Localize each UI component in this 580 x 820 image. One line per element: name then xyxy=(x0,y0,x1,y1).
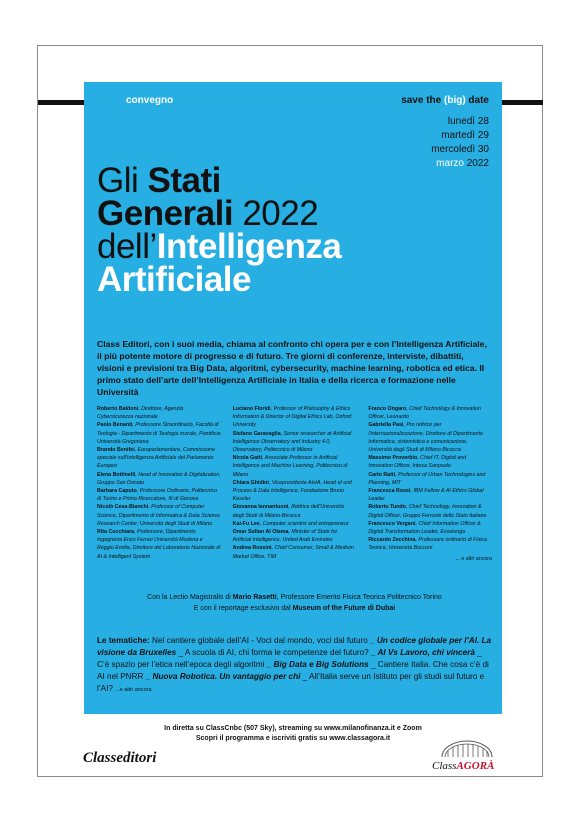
intro-paragraph: Class Editori, con i suoi media, chiama al confronto chi opera per e con l’Intelligenza Artificiale, il più potente motore di progresso e di futuro. Tre giorni di conferenze, interviste, dibattiti, visioni e previsioni tra Big Data, algoritmi, cybersecurity, machine learning, robotica ed etica. Il primo stato dell’arte dell’Intelligenza Artificiale in Italia e della ricerca e formazione nelle Università xyxy=(97,339,487,397)
speaker-role: , Europarlamentare, Commissione speciale sull'Intelligenza Artificiale del Parlamento Europeo xyxy=(97,447,216,470)
speaker-role: , Head of Innovation & Digitalization, Gruppo San Donato xyxy=(97,471,221,486)
speakers-col-3 xyxy=(368,405,492,563)
lectio-line-1: Con la Lectio Magistralis di Mario Rasetti, Professore Emerito Fisica Teorica Politecnico Torino xyxy=(147,594,442,601)
speaker-name: Franco Ongaro xyxy=(368,406,407,412)
speaker-entry xyxy=(233,520,357,528)
event-kicker: convegno xyxy=(126,95,174,106)
title-line-1: Gli Stati xyxy=(97,161,221,200)
speaker-name: Rita Cucchiara xyxy=(97,529,135,536)
speaker-role: , Associate Professor in Artificial Intelligence and Machine Learning, Politecnico di Milano xyxy=(232,455,348,478)
date-month-year xyxy=(431,157,489,171)
speakers-col-3-items xyxy=(368,405,492,553)
date-month: marzo xyxy=(436,158,464,169)
date-year: 2022 xyxy=(466,158,489,169)
footer-line-1: In diretta su ClassCnbc (507 Sky), streaming su www.milanofinanza.it e Zoom xyxy=(164,725,422,732)
class-editori-logo: Classeditori xyxy=(83,750,157,766)
speaker-role: , Minister of State for Artificial Intelligence, United Arab Emirates xyxy=(232,529,338,544)
event-title xyxy=(97,161,342,299)
speaker-entry xyxy=(97,471,221,487)
speaker-role: , Chief Technology & Innovation Officer, Leonardo xyxy=(368,406,481,421)
speaker-role: , Professore, Dipartimento Ingegneria Enzo Ferrari Università Modena e Reggio Emilia, Direttore del Laboratorio Nazionale di AI & Intelligent System xyxy=(97,529,221,560)
speaker-name: Roberto Baldoni xyxy=(97,406,139,412)
speakers-more: ... e altri ancora xyxy=(455,555,493,562)
speaker-name: Elena Bottinelli xyxy=(97,471,136,478)
title-line-2: Generali 2022 xyxy=(97,194,319,233)
speaker-name: Nicolò Cesa-Bianchi xyxy=(97,504,149,511)
speaker-role: , Vicepresidente AixIA, Head of unit Process & Data Intelligence, Fondazione Bruno Kessler xyxy=(232,479,352,503)
speaker-name: Gabriella Pasi xyxy=(368,422,404,429)
poster xyxy=(84,82,502,714)
speaker-entry xyxy=(97,405,221,421)
speaker-entry xyxy=(233,430,357,455)
topics-more: ...e altri ancora xyxy=(115,687,152,693)
speaker-name: Francesco Vergani xyxy=(368,520,416,527)
speaker-role: , Professor of Computer Science, Dipartimento di Informatica & Data Science Research Center, Università degli Studi di Milano xyxy=(97,504,221,527)
speaker-role: , Professor of Philosophy & Ethics Information & Director of Digital Ethics Lab, Oxford University xyxy=(232,406,352,429)
speaker-role: , Professore Ordinario, Politecnico di Torino e Primo Ricercatore, IIt di Genova xyxy=(97,488,218,503)
speaker-role: , IBM Fellow & AI Ethics Global Leader xyxy=(368,488,484,503)
speaker-entry xyxy=(233,454,357,479)
topics-paragraph: Le tematiche: Nel cantiere globale dell’AI - Voci dal mondo, voci dal futuro _ Un codice globale per l’AI. La visione da Bruxelles _ A scuola di AI, chi forma le competenze del futuro? _ AI Vs Lavoro, chi vincerà _ C’è spazio per l’etica nell’epoca degli algoritmi _ Big Data e Big Solutions _ Cantiere Italia. Che cosa c’è di AI nel PNRR _ Nuova Robotica. Un vantaggio per chi _ All’Italia serve un Istituto per gli studi sul futuro e l’AI? ...e altri ancora xyxy=(97,636,492,693)
class-agora-logo xyxy=(432,738,502,772)
speakers-list xyxy=(97,405,492,563)
speaker-entry xyxy=(368,471,492,487)
speaker-entry xyxy=(97,421,221,446)
speaker-role: , Chief Technology, Innovation & Digital Officer, Gruppo Ferrovie dello Stato Italiane xyxy=(368,504,487,519)
speakers-col-2 xyxy=(233,405,357,563)
speaker-entry xyxy=(368,520,492,536)
topics-lead: Le tematiche: xyxy=(97,636,150,645)
speaker-entry xyxy=(368,454,492,470)
speaker-role: , Direttore, Agenzia Cybersicurezza nazionale xyxy=(97,406,184,421)
speaker-name: Nicola Gatti xyxy=(232,455,263,462)
speaker-entry xyxy=(97,487,221,503)
agora-arches-icon xyxy=(436,738,498,758)
speaker-entry xyxy=(97,446,221,471)
speaker-name: Paolo Benanti xyxy=(97,422,133,429)
speaker-entry xyxy=(368,487,492,503)
save-the-date xyxy=(401,95,489,106)
speaker-entry xyxy=(233,405,357,430)
speaker-role: , Chief IT, Digital and Innovation Officer, Intesa Sanpaolo xyxy=(368,455,467,470)
lectio-line-2: E con il reportage esclusivo dal Museum of the Future di Dubai xyxy=(193,605,396,612)
title-line-4: Artificiale xyxy=(97,260,251,299)
speaker-name: Andrea Rossini xyxy=(232,545,272,552)
title-line-3: dell’Intelligenza xyxy=(97,227,342,266)
speaker-entry xyxy=(233,544,357,560)
event-dates xyxy=(431,115,489,171)
speaker-role: , Chief Consumer, Small & Medium Market Office, TIM xyxy=(232,545,354,560)
date-day-2: martedì 29 xyxy=(441,130,489,141)
save-post: date xyxy=(465,95,489,106)
speaker-name: Carlo Ratti xyxy=(368,471,396,478)
speaker-entry xyxy=(97,528,221,561)
speaker-entry xyxy=(368,536,492,552)
lectio-magistralis xyxy=(97,592,492,614)
speaker-name: Massimo Proverbio xyxy=(368,455,418,462)
speakers-col-1 xyxy=(97,405,221,563)
speaker-role: , Senior researcher at Artificial Intelligence Observatory and Industry 4.0, Observatory, Politecnico di Milano xyxy=(232,430,352,454)
speaker-name: Giovanna Iannantuoni xyxy=(232,504,289,511)
speaker-name: Barbara Caputo xyxy=(97,488,137,495)
save-big: (big) xyxy=(444,95,466,106)
speaker-role: , Professore ordinario di Fisica Teorica, Università Bocconi xyxy=(368,537,487,552)
speaker-name: Luciano Floridi xyxy=(232,406,271,412)
speaker-role: , Rettrice dell'Università degli Studi di Milano-Bicocca xyxy=(232,504,344,519)
speaker-entry xyxy=(233,479,357,504)
footer-line-2: Scopri il programma e iscriviti gratis su www.classagora.it xyxy=(195,735,391,742)
speaker-role: , Professor of Urban Technologies and Planning, MIT xyxy=(368,471,486,486)
date-day-3: mercoledì 30 xyxy=(431,144,489,155)
speaker-role: , Professore Straordinario, Facoltà di Teologia - Dipartimento di Teologia morale, Pontificia Università Gregoriana xyxy=(97,422,221,445)
save-pre: save the xyxy=(401,95,444,106)
speaker-entry xyxy=(233,528,357,544)
speaker-entry xyxy=(368,503,492,519)
speaker-entry xyxy=(233,503,357,519)
speaker-role: , Computer scientist and entrepreneur xyxy=(259,520,349,527)
speaker-name: Kai-Fu Lee xyxy=(232,520,260,527)
speaker-entry xyxy=(368,421,492,454)
agora-wordmark: ClassAGORÀ xyxy=(432,760,495,772)
speaker-name: Chiara Ghidini xyxy=(232,479,269,486)
speaker-entry xyxy=(368,405,492,421)
speaker-name: Brando Benifei xyxy=(97,447,135,454)
date-day-1: lunedì 28 xyxy=(447,116,489,127)
speaker-role: , Pro rettrice per l'internazionalizzazione, Direttore di Dipartimento Informatica, sistemistica e comunicazione, Università degli Studi di Milano Bicocca xyxy=(368,422,483,454)
speaker-name: Francesca Rossi xyxy=(368,488,411,495)
speaker-name: Riccardo Zecchina xyxy=(368,537,416,544)
speaker-name: Omar Sultan Al Olama xyxy=(232,529,289,536)
speaker-entry xyxy=(97,503,221,528)
speaker-name: Stefano Garavaglia xyxy=(232,430,281,437)
speaker-name: Roberto Tundo xyxy=(368,504,406,511)
speaker-role: , Chief Information Officer & Digital Transformation Leader, Esselunga xyxy=(368,520,481,536)
